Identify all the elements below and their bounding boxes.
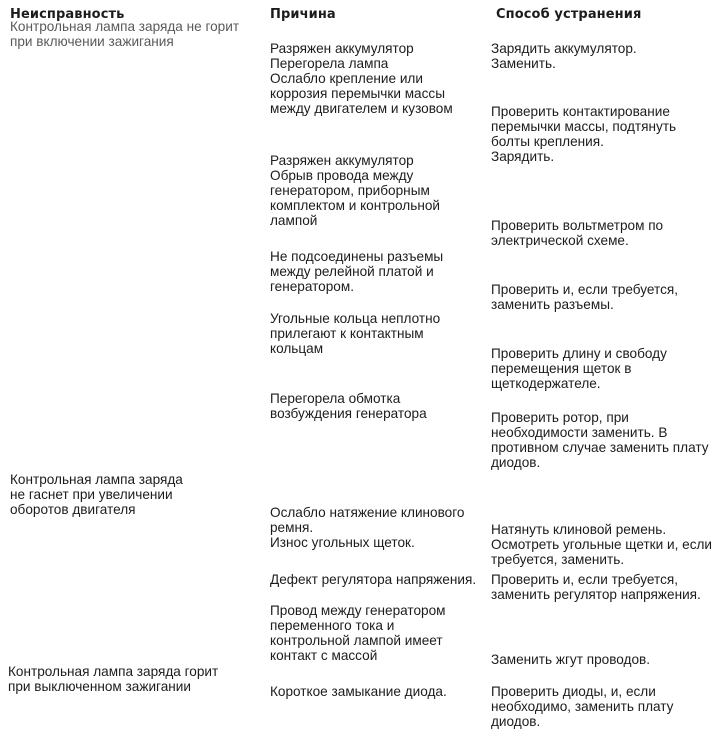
fault-cell: Контрольная лампа заряда горит при выключенном зажигании	[8, 664, 219, 694]
cause-cell: Не подсоединены разъемы между релейной платой и генератором.	[270, 249, 444, 294]
cause-cell: Угольные кольца неплотно прилегают к контактным кольцам	[270, 311, 441, 356]
cause-cell: Короткое замыкание диода.	[270, 684, 447, 699]
fault-column-header: Неисправность	[10, 7, 125, 22]
remedy-cell: Проверить диоды, и, если необходимо, заменить плату диодов.	[491, 684, 674, 729]
cause-cell: Разряжен аккумулятор Перегорела лампа Ослабло крепление или коррозия перемычки массы между двигателем и кузовом	[270, 41, 453, 116]
remedy-cell: Проверить и, если требуется, заменить разъемы.	[491, 282, 679, 312]
cause-column-header: Причина	[270, 7, 336, 22]
remedy-cell: Проверить контактирование перемычки массы, подтянуть болты крепления. Зарядить.	[491, 104, 677, 164]
fault-cell: Контрольная лампа заряда не гаснет при увеличении оборотов двигателя	[10, 472, 183, 517]
remedy-cell: Натянуть клиновой ремень. Осмотреть угольные щетки и, если требуется, заменить.	[491, 522, 713, 567]
cause-cell: Дефект регулятора напряжения.	[270, 572, 477, 587]
remedy-cell: Заменить жгут проводов.	[491, 652, 651, 667]
cause-cell: Разряжен аккумулятор Обрыв провода между генератором, приборным комплектом и контрольной лампой	[270, 153, 440, 228]
remedy-cell: Проверить вольтметром по электрической схеме.	[491, 218, 664, 248]
remedy-cell: Проверить длину и свободу перемещения щеток в щеткодержателе.	[491, 346, 667, 391]
fault-cell: Контрольная лампа заряда не горит при включении зажигания	[10, 19, 240, 49]
cause-cell: Ослабло натяжение клинового ремня. Износ угольных щеток.	[270, 505, 465, 550]
remedy-cell: Проверить ротор, при необходимости заменить. В противном случае заменить плату диодов.	[491, 410, 709, 470]
remedy-cell: Проверить и, если требуется, заменить регулятор напряжения.	[491, 572, 701, 602]
remedy-column-header: Способ устранения	[496, 7, 642, 22]
remedy-cell: Зарядить аккумулятор. Заменить.	[491, 41, 637, 71]
cause-cell: Перегорела обмотка возбуждения генератора	[270, 391, 427, 421]
cause-cell: Провод между генератором переменного тока и контрольной лампой имеет контакт с массой	[270, 603, 446, 663]
